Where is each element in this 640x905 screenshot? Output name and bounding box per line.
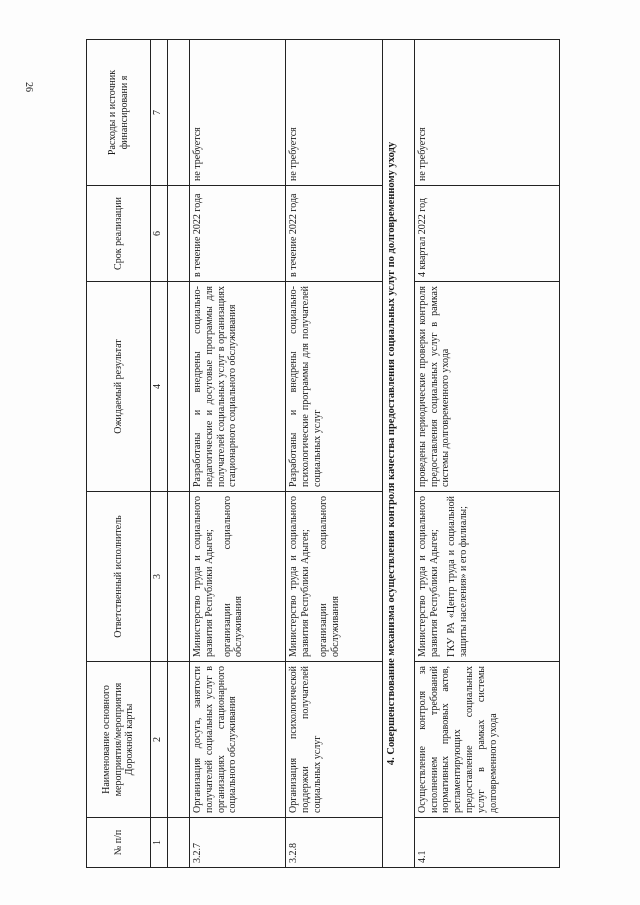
- row-executor: [286, 492, 382, 662]
- table-row: [168, 40, 190, 868]
- column-number: 2: [151, 662, 168, 818]
- table-row: [414, 40, 559, 868]
- column-number: 3: [151, 492, 168, 662]
- column-number-row: [151, 40, 168, 868]
- row-name: Организация психологической поддержки получателей социальных услуг: [286, 662, 382, 818]
- row-name: Организация досуга, занятости получателей социальных услуг в организациях стационарного социального обслуживания: [190, 662, 286, 818]
- section-row: [382, 40, 414, 868]
- row-num: 3.2.7: [190, 818, 286, 868]
- page-number: 26: [23, 82, 34, 92]
- roadmap-table: [86, 39, 560, 868]
- header-name: Наименование основного мероприятия/мероприятия Дорожной карты: [87, 662, 151, 818]
- executor-line: Министерство труда и социального развития Республики Адыгея;: [288, 496, 312, 657]
- header-row: [87, 40, 151, 868]
- header-term: Срок реализации: [87, 186, 151, 282]
- row-term: 4 квартал 2022 год: [414, 186, 559, 282]
- header-executor: Ответственный исполнитель: [87, 492, 151, 662]
- row-executor: [190, 492, 286, 662]
- executor-line: организации социального обслуживания: [221, 496, 245, 657]
- table-row: [190, 40, 286, 868]
- executor-line: Министерство труда и социального развития Республики Адыгея;: [192, 496, 215, 657]
- row-result: Разработаны и внедрены социально-педагогические и досуговые программы для получателей социальных услуг в организациях стационарного социального обслуживания: [190, 282, 286, 492]
- section-title: 4. Совершенствование механизма осуществления контроля качества предоставления социальных услуг по долговременному уходу: [382, 40, 414, 868]
- header-num: № п/п: [87, 818, 151, 868]
- row-result: Разработаны и внедрены социально-психологические программы для получателей социальных услуг: [286, 282, 382, 492]
- column-number: 4: [151, 282, 168, 492]
- row-num: 4.1: [414, 818, 559, 868]
- row-name: Осуществление контроля за исполнением требований нормативных правовых актов, регламентирующих предоставление социальных услуг в рамках системы долговременного ухода: [414, 662, 559, 818]
- row-num: 3.2.8: [286, 818, 382, 868]
- row-cost: не требуется: [286, 40, 382, 186]
- header-cost: Расходы и источник финансировани я: [87, 40, 151, 186]
- column-number: 1: [151, 818, 168, 868]
- executor-line: ГКУ РА «Центр труда и социальной защиты населения» и его филиалы;: [446, 496, 470, 657]
- roadmap-table-sheet: [86, 40, 560, 868]
- column-number: 7: [151, 40, 168, 186]
- table-row: [286, 40, 382, 868]
- row-cost: не требуется: [414, 40, 559, 186]
- row-term: в течение 2022 года: [286, 186, 382, 282]
- row-cost: не требуется: [190, 40, 286, 186]
- column-number: 6: [151, 186, 168, 282]
- executor-line: организации социального обслуживания: [317, 496, 341, 657]
- row-result: проведены периодические проверки контроля предоставления социальных услуг в рамках системы долговременного ухода: [414, 282, 559, 492]
- header-result: Ожидаемый результат: [87, 282, 151, 492]
- row-term: в течение 2022 года: [190, 186, 286, 282]
- executor-line: Министерство труда и социального развития Республики Адыгея;: [416, 496, 440, 657]
- row-executor: [414, 492, 559, 662]
